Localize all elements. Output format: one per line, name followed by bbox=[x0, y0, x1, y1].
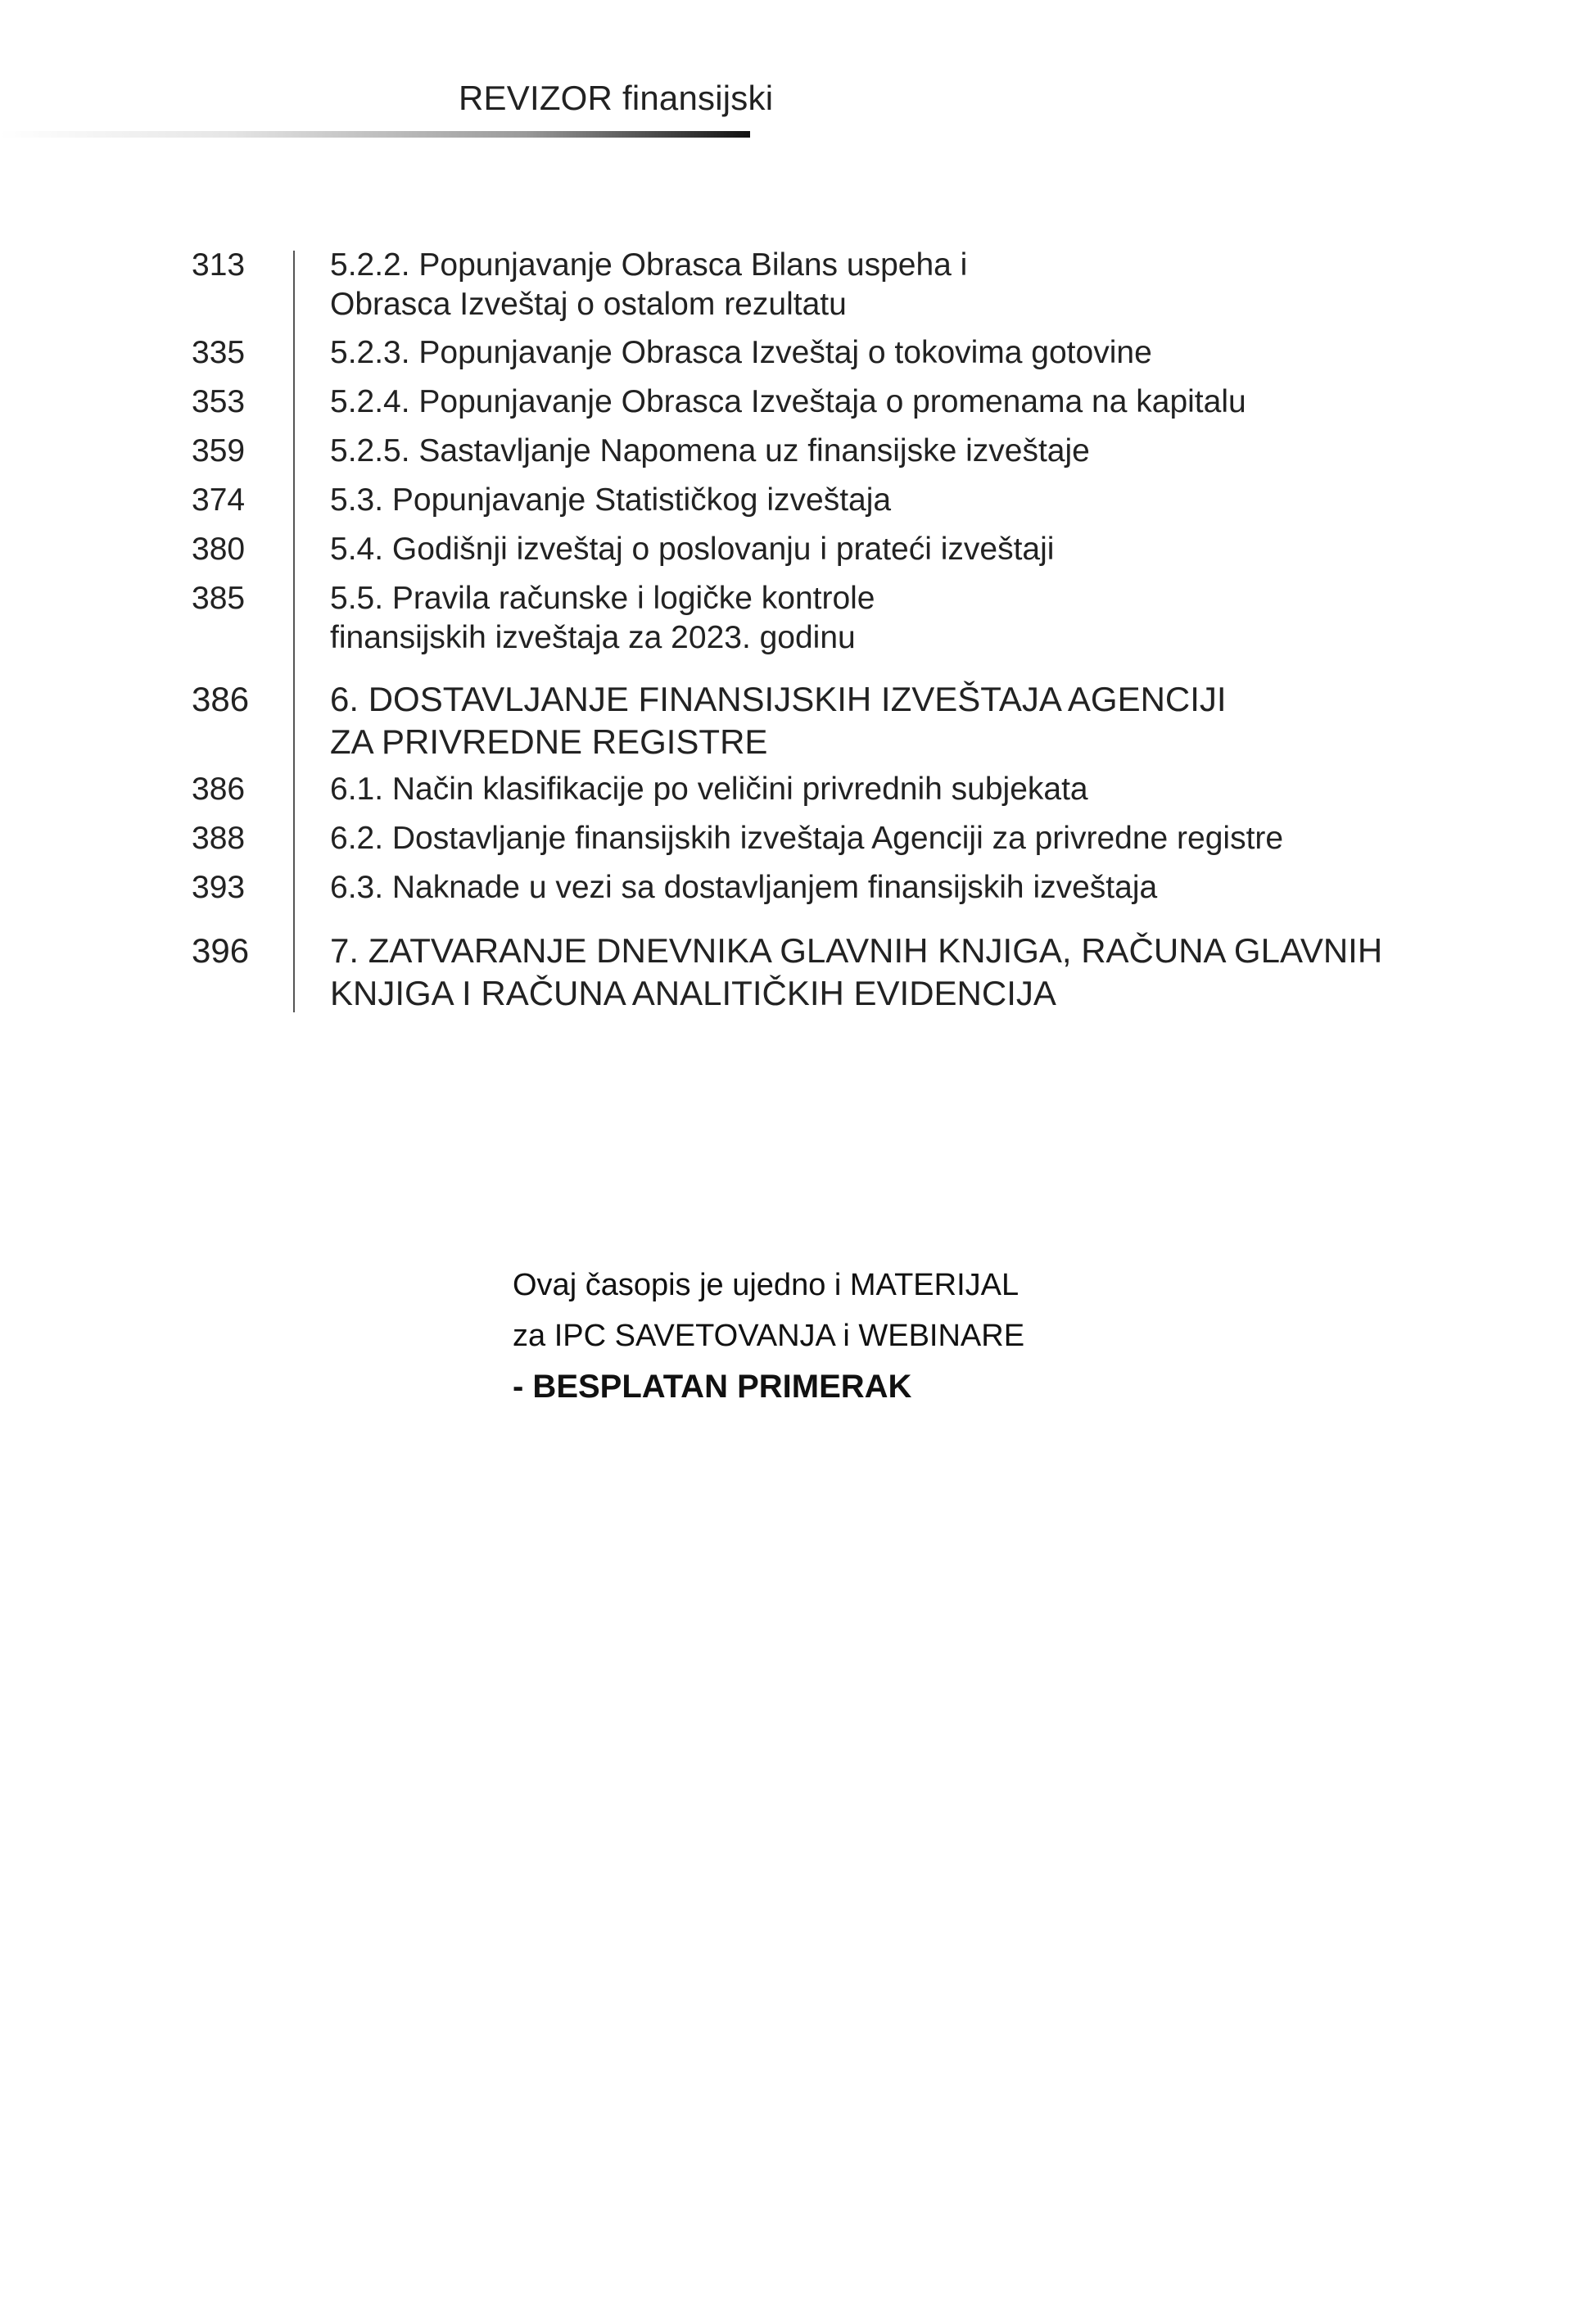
toc-entry-line: 6.1. Način klasifikacije po veličini privrednih subjekata bbox=[330, 772, 1088, 807]
toc-entry-title bbox=[330, 432, 1427, 471]
toc-entry-title bbox=[330, 770, 1427, 809]
free-copy-notice bbox=[513, 1260, 1250, 1412]
toc-entry-title bbox=[330, 530, 1427, 569]
toc-chapter-title bbox=[330, 678, 1427, 763]
toc-entry-line: 5.2.2. Popunjavanje Obrasca Bilans uspeha i bbox=[330, 247, 968, 283]
toc-divider bbox=[293, 251, 295, 1012]
toc-entry-title bbox=[330, 382, 1427, 422]
toc-page-number: 313 bbox=[192, 247, 246, 283]
toc-page-number: 359 bbox=[192, 433, 246, 468]
toc-entry-line: ZA PRIVREDNE REGISTRE bbox=[330, 722, 768, 761]
page-header-title: REVIZOR finansijski bbox=[459, 79, 774, 117]
toc-entry-line: 5.2.4. Popunjavanje Obrasca Izveštaja o promenama na kapitalu bbox=[330, 384, 1246, 419]
toc-entry-line: 5.5. Pravila računske i logičke kontrole bbox=[330, 581, 875, 616]
toc-entry-line: 7. ZATVARANJE DNEVNIKA GLAVNIH KNJIGA, RAČUNA GLAVNIH bbox=[330, 931, 1383, 970]
toc-page-number: 388 bbox=[192, 821, 246, 856]
toc-entry-title bbox=[330, 579, 1427, 658]
toc-entry-line: 6.2. Dostavljanje finansijskih izveštaja Agenciji za privredne registre bbox=[330, 821, 1284, 856]
toc-page-number: 335 bbox=[192, 335, 246, 370]
toc-page-number: 380 bbox=[192, 532, 246, 567]
notice-free-copy: - BESPLATAN PRIMERAK bbox=[513, 1369, 912, 1405]
toc-entry-line: 6. DOSTAVLJANJE FINANSIJSKIH IZVEŠTAJA AGENCIJI bbox=[330, 680, 1227, 718]
toc-entry-line: 5.2.3. Popunjavanje Obrasca Izveštaj o tokovima gotovine bbox=[330, 335, 1152, 370]
notice-line: za IPC SAVETOVANJA i WEBINARE bbox=[513, 1319, 1025, 1353]
toc-entry-title bbox=[330, 333, 1427, 373]
toc-entry-line: 6.3. Naknade u vezi sa dostavljanjem finansijskih izveštaja bbox=[330, 870, 1158, 905]
toc-entry-line: 5.4. Godišnji izveštaj o poslovanju i prateći izveštaji bbox=[330, 532, 1055, 567]
notice-line: Ovaj časopis je ujedno i MATERIJAL bbox=[513, 1268, 1020, 1302]
toc-page-number: 353 bbox=[192, 384, 246, 419]
toc-entry-title bbox=[330, 868, 1427, 908]
toc-page-number: 385 bbox=[192, 581, 246, 616]
toc-page-number: 393 bbox=[192, 870, 246, 905]
toc-page-number: 386 bbox=[192, 680, 250, 718]
toc-entry-title bbox=[330, 481, 1427, 520]
toc-entry-title bbox=[330, 819, 1427, 858]
toc-entry-line: 5.3. Popunjavanje Statističkog izveštaja bbox=[330, 482, 892, 518]
header-rule bbox=[0, 131, 750, 138]
toc-entry-line: finansijskih izveštaja za 2023. godinu bbox=[330, 620, 856, 655]
toc-page-number: 396 bbox=[192, 931, 250, 970]
toc-entry-line: KNJIGA I RAČUNA ANALITIČKIH EVIDENCIJA bbox=[330, 974, 1056, 1012]
toc-page-number: 386 bbox=[192, 772, 246, 807]
toc-chapter-title bbox=[330, 930, 1427, 1015]
toc-page-number: 374 bbox=[192, 482, 246, 518]
toc-entry-title bbox=[330, 246, 1427, 324]
toc-entry-line: 5.2.5. Sastavljanje Napomena uz finansijske izveštaje bbox=[330, 433, 1090, 468]
toc-entry-line: Obrasca Izveštaj o ostalom rezultatu bbox=[330, 287, 847, 322]
